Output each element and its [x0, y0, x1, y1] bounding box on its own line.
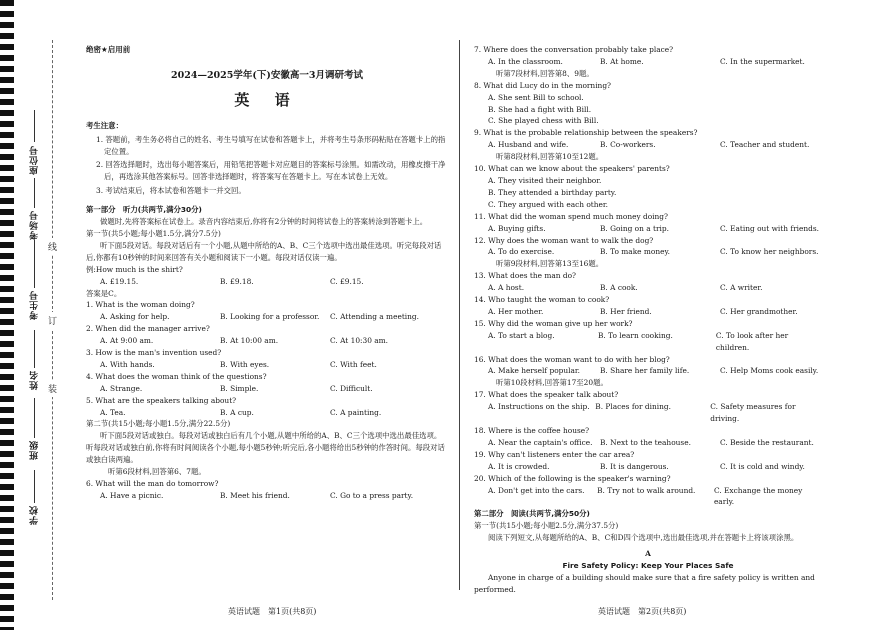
- page-1-footer: 英语试题 第1页(共8页): [228, 607, 317, 616]
- notes-heading: 考生注意：: [86, 120, 123, 130]
- option: B. £9.18.: [220, 276, 254, 286]
- passage-letter: A: [645, 549, 651, 559]
- option: B. A cook.: [600, 283, 638, 293]
- question-6-options: [86, 490, 448, 502]
- question-6: 6. What will the man do tomorrow?: [86, 479, 219, 488]
- name-label: 姓名: [30, 370, 40, 390]
- question-14-options: [474, 306, 822, 318]
- option: A. Buying gifts.: [488, 223, 546, 233]
- option: A. At 9:00 am.: [100, 336, 154, 346]
- option: B. Her friend.: [600, 306, 652, 316]
- note-item: 1. 答题前，考生务必将自己的姓名、考生号填写在试卷和答题卡上，并将考生号条形码粘贴在答题卡上的指定位置。: [96, 134, 446, 156]
- option: C. Eating out with friends.: [720, 223, 820, 233]
- option: B. Meet his friend.: [220, 490, 290, 500]
- question-5-options: [86, 407, 448, 419]
- section2-intro: 听下面5段对话或独白。每段对话或独白后有几个小题,从题中所给的A、B、C三个选项中选出最佳选项。听每段对话或独白前,你将有时间阅读各个小题,每小题5秒钟;听完后,各小题将给出5秒钟的作答时间。每段对话或独白读两遍。: [86, 431, 445, 465]
- option: B. Going on a trip.: [600, 223, 669, 233]
- option: B. Looking for a professor.: [220, 312, 320, 322]
- option: A. With hands.: [100, 359, 155, 369]
- option: A. Instructions on the ship.: [488, 402, 590, 412]
- part2-heading: 第二部分 阅读(共两节,满分50分): [474, 509, 590, 519]
- part1-heading: 第一部分 听力(共两节,满分30分): [86, 205, 202, 215]
- example-question: 例:How much is the shirt?: [86, 264, 183, 274]
- question-13: 13. What does the man do?: [474, 271, 577, 281]
- option: C. It is cold and windy.: [720, 461, 805, 471]
- note-item: 2. 回答选择题时，选出每小题答案后，用铅笔把答题卡对应题目的答案标号涂黑。如需改动，用橡皮擦干净后，再选涂其他答案标号。回答非选择题时，将答案写在答题卡上。写在本试卷上无效。: [96, 160, 446, 182]
- question-11-options: [474, 223, 822, 235]
- binding-bars: [0, 0, 14, 630]
- option: C. At 10:30 am.: [330, 336, 389, 346]
- option: C. A painting.: [330, 407, 382, 417]
- class-label: 班级: [30, 440, 40, 460]
- section1-heading: 第一节(共5小题;每小题1.5分,满分7.5分): [86, 228, 221, 238]
- option: A. They visited their neighbor.: [488, 175, 602, 185]
- option: C. In the supermarket.: [720, 56, 805, 66]
- option: A. Near the captain's office.: [488, 437, 593, 447]
- passage-title: Fire Safety Policy: Keep Your Places Safe: [562, 560, 734, 570]
- question-7: 7. Where does the conversation probably take place?: [474, 45, 674, 54]
- option: A. Don't get into the cars.: [488, 485, 585, 495]
- option: A. She sent Bill to school.: [488, 92, 584, 102]
- exam-room-line: [34, 178, 35, 208]
- option: A. To start a blog.: [488, 330, 555, 340]
- question-17-options: [474, 401, 822, 425]
- option: A. £19.15.: [100, 276, 139, 286]
- option: B. With eyes.: [220, 359, 270, 369]
- option: C. Help Moms cook easily.: [720, 366, 819, 376]
- question-16: 16. What does the woman want to do with her blog?: [474, 354, 670, 364]
- question-8: 8. What did Lucy do in the morning?: [474, 80, 612, 90]
- question-18-options: [474, 437, 822, 449]
- question-17: 17. What does the speaker talk about?: [474, 390, 619, 400]
- material-8-note: 听第8段材料,回答第10至12题。: [496, 152, 604, 162]
- question-11: 11. What did the woman spend much money doing?: [474, 211, 668, 221]
- option: C. £9.15.: [330, 276, 364, 286]
- seal-line-char: 线: [48, 238, 57, 255]
- school-line: [34, 470, 35, 503]
- candidate-number-line: [34, 240, 35, 288]
- question-12: 12. Why does the woman want to walk the dog?: [474, 235, 654, 245]
- option: A. To do exercise.: [488, 247, 555, 257]
- option: C. Go to a press party.: [330, 490, 414, 500]
- option: C. Her grandmother.: [720, 306, 798, 316]
- question-20-options: [474, 485, 822, 509]
- part2-intro: 阅读下列短文,从每题所给的A、B、C和D四个选项中,选出最佳选项,并在答题卡上将该项涂黑。: [488, 533, 799, 543]
- candidate-number-label: 考生号: [30, 290, 40, 320]
- option: C. She played chess with Bill.: [488, 116, 599, 126]
- question-1-options: [86, 311, 448, 323]
- option: C. To look after her children.: [715, 330, 789, 352]
- material-10-note: 听第10段材料,回答第17至20题。: [496, 378, 608, 388]
- question-16-options: [474, 365, 822, 377]
- option: C. Exchange the money early.: [713, 485, 803, 507]
- question-12-options: [474, 246, 822, 258]
- part2-section1-heading: 第一节(共15小题;每小题2.5分,满分37.5分): [474, 521, 619, 531]
- page-1: [86, 0, 448, 630]
- seat-number-line: [34, 110, 35, 142]
- question-1: 1. What is the woman doing?: [86, 300, 195, 310]
- option: A. Make herself popular.: [488, 366, 581, 376]
- example-answer: 答案是C。: [86, 288, 122, 298]
- section2-heading: 第二节(共15小题;每小题1.5分,满分22.5分): [86, 419, 231, 429]
- option: B. It is dangerous.: [600, 461, 669, 471]
- option: B. To make money.: [600, 247, 671, 257]
- question-3-options: [86, 359, 448, 371]
- question-9-options: [474, 139, 822, 151]
- option: B. She had a fight with Bill.: [488, 104, 592, 114]
- passage-text: Anyone in charge of a building should make sure that a fire safety policy is written and performed.: [474, 572, 815, 594]
- note-item: 3. 考试结束后，将本试卷和答题卡一并交回。: [96, 186, 246, 196]
- exam-room-label: 考场号: [30, 210, 40, 240]
- binding-strip: [0, 0, 72, 630]
- option: C. Beside the restaurant.: [720, 437, 814, 447]
- option: B. Simple.: [220, 383, 259, 393]
- option: C. With feet.: [330, 359, 377, 369]
- option: C. Attending a meeting.: [330, 312, 419, 322]
- option: B. Co-workers.: [600, 140, 656, 150]
- option: B. To learn cooking.: [598, 330, 673, 340]
- confidential-mark: 绝密★启用前: [86, 45, 131, 54]
- option: B. They attended a birthday party.: [488, 187, 617, 197]
- option: C. They argued with each other.: [488, 199, 608, 209]
- option: B. Next to the teahouse.: [600, 437, 691, 447]
- option: A. In the classroom.: [488, 56, 563, 66]
- option: C. To know her neighbors.: [720, 247, 819, 257]
- exam-title: 2024—2025学年(下)安徽高一3月调研考试: [171, 69, 363, 81]
- name-line: [34, 330, 35, 368]
- school-label: 学校: [30, 505, 40, 525]
- page-2-footer: 英语试题 第2页(共8页): [598, 607, 687, 616]
- option: A. Strange.: [100, 383, 143, 393]
- class-line: [34, 398, 35, 438]
- question-19: 19. Why can't listeners enter the car area?: [474, 449, 635, 459]
- part1-intro: 做题时,先将答案标在试卷上。录音内容结束后,你将有2分钟的时间将试卷上的答案转涂到答题卡上。: [100, 217, 428, 227]
- material-9-note: 听第9段材料,回答第13至16题。: [496, 259, 604, 269]
- option: A. It is crowded.: [488, 461, 550, 471]
- option: B. A cup.: [220, 407, 254, 417]
- material-7-note: 听第7段材料,回答第8、9题。: [496, 68, 594, 78]
- option: C. Difficult.: [330, 383, 373, 393]
- question-13-options: [474, 282, 822, 294]
- question-10: 10. What can we know about the speakers' parents?: [474, 164, 670, 174]
- option: C. A writer.: [720, 283, 763, 293]
- option: A. Asking for help.: [100, 312, 170, 322]
- option: B. At home.: [600, 56, 644, 66]
- question-14: 14. Who taught the woman to cook?: [474, 295, 610, 305]
- question-20: 20. Which of the following is the speaker's warning?: [474, 473, 671, 483]
- section1-intro: 听下面5段对话。每段对话后有一个小题,从题中所给的A、B、C三个选项中选出最佳选项。听完每段对话后,你都有10秒钟的时间来回答有关小题和阅读下一小题。每段对话仅读一遍。: [86, 240, 442, 262]
- question-3: 3. How is the man's invention used?: [86, 348, 222, 358]
- option: B. At 10:00 am.: [220, 336, 279, 346]
- option: A. Have a picnic.: [100, 490, 164, 500]
- question-4: 4. What does the woman think of the questions?: [86, 371, 267, 381]
- question-2-options: [86, 335, 448, 347]
- question-9: 9. What is the probable relationship between the speakers?: [474, 128, 698, 138]
- seal-bind-char: 订: [48, 312, 57, 329]
- option: C. Teacher and student.: [720, 140, 810, 150]
- question-15-options: [474, 330, 822, 354]
- question-18: 18. Where is the coffee house?: [474, 426, 590, 435]
- option: B. Try not to walk around.: [597, 485, 696, 495]
- option: A. Tea.: [100, 407, 126, 417]
- seal-fold-char: 装: [48, 380, 57, 397]
- option: C. Safety measures for driving.: [710, 402, 796, 424]
- subject-title: 英 语: [234, 90, 300, 109]
- question-15: 15. Why did the woman give up her work?: [474, 318, 633, 328]
- option: A. Her mother.: [488, 306, 544, 316]
- page-2: [474, 0, 822, 630]
- page-divider: [459, 40, 460, 590]
- question-5: 5. What are the speakers talking about?: [86, 395, 237, 405]
- example-options: [86, 276, 448, 288]
- option: B. Places for dining.: [595, 402, 671, 412]
- question-2: 2. When did the manager arrive?: [86, 324, 210, 334]
- option: B. Share her family life.: [600, 366, 690, 376]
- question-19-options: [474, 461, 822, 473]
- question-4-options: [86, 383, 448, 395]
- question-7-options: [474, 56, 822, 68]
- option: A. A host.: [488, 283, 525, 293]
- material-6-note: 听第6段材料,回答第6、7题。: [108, 467, 206, 477]
- seat-number-label: 座位号: [30, 145, 40, 175]
- option: A. Husband and wife.: [488, 140, 569, 150]
